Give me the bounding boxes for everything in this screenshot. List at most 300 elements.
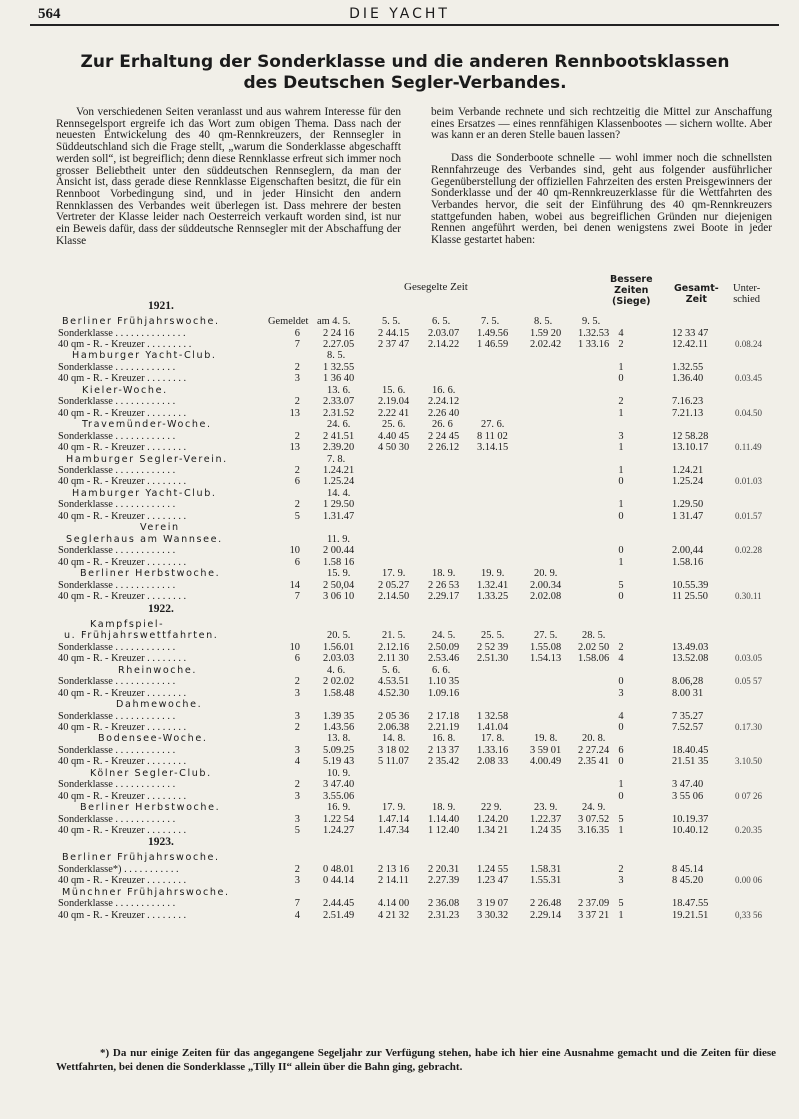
event-heading: [0, 385, 799, 397]
race-time: 2 05 36: [378, 710, 410, 722]
race-time: 4.52.30: [378, 687, 410, 699]
race-time: 2.14.50: [378, 591, 410, 603]
race-time: 2.02 50: [578, 641, 610, 653]
race-date: 5. 6.: [382, 664, 401, 676]
table-row: [0, 511, 799, 522]
better-times-count: 0: [618, 790, 624, 802]
entries-count: 3: [294, 744, 300, 756]
entries-count: 5: [294, 510, 300, 522]
time-difference: 0.20.35: [735, 825, 762, 836]
race-time: 8 11 02: [477, 430, 508, 442]
class-label: Sonderklasse . . . . . . . . . . . .: [58, 545, 176, 557]
event-heading: [0, 419, 799, 431]
better-times-count: 0: [618, 676, 624, 688]
race-date: 22 9.: [481, 802, 502, 814]
table-row: [0, 373, 799, 384]
race-time: 3 37 21: [578, 909, 610, 921]
event-heading: [0, 852, 799, 864]
year-label: 1921.: [148, 300, 174, 312]
race-time: 1.41.04: [477, 721, 509, 733]
total-time: 7.52.57: [672, 721, 704, 733]
total-time: 10.55.39: [672, 579, 709, 591]
better-times-count: 2: [618, 641, 624, 653]
time-difference: 0.17.30: [735, 721, 762, 732]
event-name: Bodensee-Woche.: [98, 733, 208, 745]
race-time: 1 12.40: [428, 825, 460, 837]
race-time: 2 26 53: [428, 579, 460, 591]
race-date: 17. 8.: [481, 733, 505, 745]
better-times-count: 1: [618, 825, 624, 837]
race-date: 26. 6: [432, 419, 453, 431]
time-difference: 0.05 57: [735, 676, 762, 687]
better-times-count: 1: [618, 361, 624, 373]
event-name: Travemünder-Woche.: [82, 419, 212, 431]
race-date: 24. 6.: [327, 419, 351, 431]
event-heading: [0, 534, 799, 546]
event-name: Berliner Frühjahrswoche.: [62, 316, 220, 327]
event-name: Berliner Frühjahrswoche.: [62, 852, 220, 864]
race-time: 4.53.51: [378, 676, 410, 688]
better-times-count: 5: [618, 898, 624, 910]
race-time: 4.14 00: [378, 898, 410, 910]
race-date: 15. 6.: [382, 384, 406, 396]
total-time: 8 45.14: [672, 864, 704, 876]
race-time: 1.49.56: [477, 327, 509, 339]
running-title: DIE YACHT: [349, 6, 450, 22]
race-time: 2.29.14: [530, 909, 562, 921]
year-label: 1922.: [148, 602, 174, 615]
class-label: Sonderklasse . . . . . . . . . . . . . .: [58, 327, 186, 339]
race-time: 3 47.40: [323, 779, 355, 791]
table-row: [0, 711, 799, 722]
race-time: 1 32.55: [323, 361, 355, 373]
race-time: 1.33.16: [477, 744, 509, 756]
better-times-count: 5: [618, 579, 624, 591]
total-time: 3 47.40: [672, 779, 704, 791]
better-times-count: 2: [618, 338, 624, 350]
event-heading: [0, 316, 799, 328]
race-date: 11. 9.: [327, 533, 350, 545]
race-time: 2.26 40: [428, 407, 460, 419]
race-date: 6. 6.: [432, 664, 451, 676]
entries-count: 5: [294, 825, 300, 837]
race-time: 1.33.25: [477, 591, 509, 603]
race-date: 16. 6.: [432, 384, 456, 396]
header-rule: [30, 24, 779, 26]
total-time: 1.24.21: [672, 465, 704, 477]
race-time: 2.53.46: [428, 653, 460, 665]
table-row: [0, 814, 799, 825]
time-difference: 0.08.24: [735, 338, 762, 349]
total-time: 1.29.50: [672, 499, 704, 511]
race-time: 1.56.01: [323, 641, 355, 653]
entries-count: 6: [294, 653, 300, 665]
race-time: 2.02.08: [530, 591, 562, 603]
race-time: 2 52 39: [477, 641, 509, 653]
race-time: 1.55.08: [530, 641, 562, 653]
table-row: [0, 756, 799, 767]
event-name: Berliner Herbstwoche.: [80, 568, 221, 580]
header-gesegelte-zeit: Gesegelte Zeit: [404, 281, 468, 293]
entries-count: 6: [294, 327, 300, 339]
class-label: 40 qm - R. - Kreuzer . . . . . . . .: [58, 875, 187, 887]
better-times-count: 4: [618, 653, 624, 665]
event-heading: [0, 699, 799, 711]
table-row: [0, 339, 799, 350]
race-time: 2.19.04: [378, 396, 410, 408]
race-time: 2.03.03: [323, 653, 355, 665]
race-time: 2.22 41: [378, 407, 410, 419]
entries-count: 6: [294, 476, 300, 488]
table-row: [0, 408, 799, 419]
class-label: Sonderklasse . . . . . . . . . . . .: [58, 361, 176, 373]
entries-count: 10: [289, 641, 300, 653]
class-label: 40 qm - R. - Kreuzer . . . . . . . .: [58, 825, 187, 837]
race-time: 2 02.02: [323, 676, 355, 688]
total-time: 1.25.24: [672, 476, 704, 488]
event-heading: [0, 568, 799, 580]
class-label: Sonderklasse . . . . . . . . . . . .: [58, 579, 176, 591]
race-date: 7. 5.: [481, 316, 500, 327]
race-time: 1.43.56: [323, 721, 355, 733]
race-time: 1.59 20: [530, 327, 562, 339]
race-time: 2 27.24: [578, 744, 610, 756]
race-date: 28. 5.: [582, 630, 606, 642]
race-time: 2.31.23: [428, 909, 460, 921]
race-time: 2 37.09: [578, 898, 610, 910]
race-time: 2.27.05: [323, 338, 355, 350]
race-time: 2 00.44: [323, 545, 355, 557]
article-title: [30, 52, 780, 94]
time-difference: 0.03.05: [735, 653, 762, 664]
race-time: 1.54.13: [530, 653, 562, 665]
race-time: 5.19 43: [323, 756, 355, 768]
time-difference: 0.02.28: [735, 545, 762, 556]
event-name: Hamburger Segler-Verein.: [66, 453, 228, 465]
race-time: 1.10 35: [428, 676, 460, 688]
better-times-count: 0: [618, 510, 624, 522]
table-row: [0, 545, 799, 556]
race-time: 1.58.31: [530, 864, 562, 876]
entries-count: 2: [294, 864, 300, 876]
race-time: 1.24 35: [530, 825, 562, 837]
total-time: 8 45.20: [672, 875, 704, 887]
race-time: 2.00.34: [530, 579, 562, 591]
race-time: 2.39.20: [323, 442, 355, 454]
entries-count: 13: [289, 407, 300, 419]
total-time: 12 58.28: [672, 430, 709, 442]
race-time: 1.55.31: [530, 875, 562, 887]
intro-paragraph: Von verschiedenen Seiten veranlasst und aus wahrem Interesse für den Rennsegelsport ergreife ich das Wort zum obigen Thema. Dass nach der neuesten Entwickelung des 40 qm-Rennkreuzers, der Rennsegler in Süddeutschland sich die Frage stellt, „warum die Sonderklasse abgeschafft werden soll“, ist begreiflich; denn diese Rennklasse erfreut sich immer noch grosser Beliebtheit unter den süddeutschen Rennseglern, da man der Ansicht ist, dass gerade diese Rennklasse Eigenschaften besitzt, die für ein Rennboot Vorbedingung sind, und in jeder Hinsicht den andern Rennklassen des Verbandes weit überlegen ist. Dass mehrere der besten Vertreter der Klasse leider nach Oesterreich verkauft worden sind, ist nur ein Beweis dafür, dass der süddeutsche Rennsegler mit der Abschaffung der Klasse: [56, 106, 401, 247]
better-times-count: 1: [618, 465, 624, 477]
better-times-count: 1: [618, 442, 624, 454]
table-row: [0, 875, 799, 886]
event-heading: [0, 768, 799, 780]
race-time: 2.02.42: [530, 338, 562, 350]
better-times-count: 0: [618, 591, 624, 603]
article-title-line-1: Zur Erhaltung der Sonderklasse und die anderen Rennbootsklassen: [80, 52, 730, 72]
race-time: 1 46.59: [477, 338, 509, 350]
total-time: 10.40.12: [672, 825, 709, 837]
total-time: 3 55 06: [672, 790, 704, 802]
race-time: 1.14.40: [428, 813, 460, 825]
event-heading: [0, 488, 799, 500]
total-time: 13.52.08: [672, 653, 709, 665]
race-time: 2.14.22: [428, 338, 460, 350]
better-times-count: 0: [618, 721, 624, 733]
race-time: 2 13 16: [378, 864, 410, 876]
race-date: 18. 9.: [432, 802, 456, 814]
better-times-count: 0: [618, 373, 624, 385]
better-times-count: 4: [618, 710, 624, 722]
better-times-count: 6: [618, 744, 624, 756]
class-label: Sonderklasse . . . . . . . . . . . .: [58, 499, 176, 511]
event-heading: [0, 630, 799, 642]
entries-count: 2: [294, 396, 300, 408]
better-times-count: 1: [618, 909, 624, 921]
race-date: 9. 5.: [582, 316, 601, 327]
better-times-count: 2: [618, 396, 624, 408]
table-row: [0, 499, 799, 510]
class-label: Sonderklasse . . . . . . . . . . . .: [58, 641, 176, 653]
total-time: 8.06,28: [672, 676, 704, 688]
race-time: 2 14.11: [378, 875, 409, 887]
race-date: 16. 9.: [327, 802, 351, 814]
race-time: 1.39 35: [323, 710, 355, 722]
time-difference: 0.01.03: [735, 476, 762, 487]
race-time: 2.27.39: [428, 875, 460, 887]
race-time: 3.16.35: [578, 825, 610, 837]
table-row: [0, 591, 799, 602]
entries-count: 3: [294, 710, 300, 722]
race-date: 8. 5.: [327, 350, 346, 362]
event-name: Rheinwoche.: [118, 664, 198, 676]
event-name: Münchner Frühjahrswoche.: [62, 886, 230, 898]
total-time: 7.16.23: [672, 396, 704, 408]
race-time: 1.24.21: [323, 465, 355, 477]
event-name: Kieler-Woche.: [82, 384, 168, 396]
time-difference: 0.01.57: [735, 510, 762, 521]
table-row: [0, 864, 799, 875]
race-time: 1 32.58: [477, 710, 509, 722]
race-time: 4.40 45: [378, 430, 410, 442]
class-label: 40 qm - R. - Kreuzer . . . . . . . .: [58, 591, 187, 603]
time-difference: 0 07 26: [735, 790, 762, 801]
table-row: [0, 779, 799, 790]
table-row: [0, 431, 799, 442]
race-date: am 4. 5.: [317, 316, 351, 327]
race-time: 1.34 21: [477, 825, 509, 837]
year-heading: [0, 603, 799, 619]
table-row: [0, 910, 799, 921]
race-date: 6. 5.: [432, 316, 451, 327]
race-date: 16. 8.: [432, 733, 456, 745]
race-time: 2.29.17: [428, 591, 460, 603]
entries-count: 2: [294, 361, 300, 373]
race-time: 5.09.25: [323, 744, 355, 756]
header-gesamt-zeit: Gesamt- Zeit: [674, 283, 719, 305]
event-heading: [0, 619, 799, 631]
better-times-count: 0: [618, 476, 624, 488]
class-label: Sonderklasse . . . . . . . . . . . .: [58, 430, 176, 442]
race-time: 1.22 54: [323, 813, 355, 825]
better-times-count: 2: [618, 864, 624, 876]
entries-count: 2: [294, 779, 300, 791]
entries-count: 7: [294, 898, 300, 910]
entries-count: 3: [294, 875, 300, 887]
better-times-count: 1: [618, 499, 624, 511]
race-time: 1.58.06: [578, 653, 610, 665]
better-times-count: 3: [618, 687, 624, 699]
race-time: 2.44.45: [323, 898, 355, 910]
year-heading: [0, 300, 799, 316]
event-name: Seglerhaus am Wannsee.: [66, 533, 223, 545]
class-label: 40 qm - R. - Kreuzer . . . . . . . .: [58, 476, 187, 488]
class-label: Sonderklasse . . . . . . . . . . . .: [58, 744, 176, 756]
race-time: 0 48.01: [323, 864, 355, 876]
class-label: 40 qm - R. - Kreuzer . . . . . . . .: [58, 756, 187, 768]
total-time: 1.32.55: [672, 361, 704, 373]
total-time: 18.47.55: [672, 898, 709, 910]
intro-paragraph: Dass die Sonderboote schnelle — wohl immer noch die schnellsten Rennfahrzeuge des Verbandes sind, geht aus folgender ausführlicher Gegenüberstellung der offiziellen Fahrzeiten des ersten Preisgewinners der Sonderklasse und der 40 qm-Rennkreuzerklasse für die Wettfahrten des Verbandes hervor, die seit der Einführung des 40 qm-Rennkreuzers stattgefunden haben, wobei aus begreiflichen Gründen nur diejenigen Rennen angeführt werden, bei denen wenigstens zwei Boote in jeder Klasse gestartet haben:: [431, 152, 772, 247]
total-time: 2.00,44: [672, 545, 704, 557]
event-heading: [0, 802, 799, 814]
race-time: 4 50 30: [378, 442, 410, 454]
race-date: 23. 9.: [534, 802, 558, 814]
class-label: 40 qm - R. - Kreuzer . . . . . . . . .: [58, 338, 192, 350]
class-label: Sonderklasse . . . . . . . . . . . .: [58, 396, 176, 408]
race-time: 2 44.15: [378, 327, 410, 339]
race-time: 3 19 07: [477, 898, 509, 910]
race-time: 3 06 10: [323, 591, 355, 603]
table-row: [0, 580, 799, 591]
total-time: 13.49.03: [672, 641, 709, 653]
total-time: 21.51 35: [672, 756, 709, 768]
total-time: 19.21.51: [672, 909, 709, 921]
race-time: 1.24.20: [477, 813, 509, 825]
better-times-count: 1: [618, 407, 624, 419]
better-times-count: 0: [618, 756, 624, 768]
race-time: 1.32.53: [578, 327, 610, 339]
total-time: 1.58.16: [672, 556, 704, 568]
column-header-gemeldet: Gemeldet: [268, 316, 309, 327]
class-label: 40 qm - R. - Kreuzer . . . . . . . .: [58, 442, 187, 454]
race-time: 2.03.07: [428, 327, 460, 339]
page-header: [0, 0, 799, 26]
race-time: 2 26.12: [428, 442, 460, 454]
time-difference: 0.11.49: [735, 442, 762, 453]
race-time: 1.23 47: [477, 875, 509, 887]
race-time: 2 24 16: [323, 327, 355, 339]
event-name: Verein: [140, 522, 180, 534]
race-time: 2.31.52: [323, 407, 355, 419]
entries-count: 4: [294, 909, 300, 921]
time-difference: 0.30.11: [735, 591, 762, 602]
race-time: 1 29.50: [323, 499, 355, 511]
race-time: 1.47.34: [378, 825, 410, 837]
race-time: 2 35.42: [428, 756, 460, 768]
better-times-count: 1: [618, 556, 624, 568]
table-row: [0, 442, 799, 453]
footnote: *) Da nur einige Zeiten für das angegangene Segeljahr zur Verfügung stehen, habe ich hier eine Ausnahme gemacht und die Zeiten für diese Wettfahrten, bei denen die Sonderklasse „Tilly II“ allein über die Bahn ging, gebracht.: [56, 1047, 776, 1073]
table-row: [0, 328, 799, 339]
race-date: 20. 9.: [534, 568, 558, 580]
time-difference: 0.00 06: [735, 875, 762, 886]
race-time: 2.24.12: [428, 396, 460, 408]
race-time: 3 30.32: [477, 909, 509, 921]
entries-count: 2: [294, 721, 300, 733]
table-row: [0, 676, 799, 687]
event-heading: [0, 733, 799, 745]
race-date: 27. 5.: [534, 630, 558, 642]
event-name: Kampfspiel-: [90, 618, 165, 630]
class-label: Sonderklasse*) . . . . . . . . . . .: [58, 864, 179, 876]
entries-count: 2: [294, 676, 300, 688]
entries-count: 2: [294, 430, 300, 442]
race-date: 19. 8.: [534, 733, 558, 745]
race-time: 4.00.49: [530, 756, 562, 768]
entries-count: 3: [294, 813, 300, 825]
page-number: 564: [38, 6, 61, 22]
race-time: 1.58 16: [323, 556, 355, 568]
race-date: 25. 5.: [481, 630, 505, 642]
race-date: 19. 9.: [481, 568, 505, 580]
time-difference: 0.03.45: [735, 373, 762, 384]
race-time: 2 05.27: [378, 579, 410, 591]
race-time: 1.31.47: [323, 510, 355, 522]
entries-count: 6: [294, 556, 300, 568]
total-time: 8.00 31: [672, 687, 704, 699]
table-row: [0, 465, 799, 476]
header-bessere-zeiten: Bessere Zeiten (Siege): [610, 274, 653, 307]
race-time: 2.50.09: [428, 641, 460, 653]
year-label: 1923.: [148, 836, 174, 849]
event-name: u. Frühjahrswettfahrten.: [64, 630, 219, 642]
race-time: 2 20.31: [428, 864, 460, 876]
race-date: 4. 6.: [327, 664, 346, 676]
time-difference: 3.10.50: [735, 756, 762, 767]
race-time: 2 17.18: [428, 710, 460, 722]
race-time: 2 13 37: [428, 744, 460, 756]
article-title-line-2: des Deutschen Segler-Verbandes.: [243, 73, 567, 93]
class-label: 40 qm - R. - Kreuzer . . . . . . . .: [58, 510, 187, 522]
entries-count: 7: [294, 591, 300, 603]
intro-paragraph: beim Verbande rechnete und sich rechtzeitig die Mittel zur Anschaffung eines Ersatzes — eines rennfähigen Klassenbootes — sichern wollte. Aber was kann er an deren Stelle bauen lassen?: [431, 106, 772, 142]
class-label: Sonderklasse . . . . . . . . . . . .: [58, 465, 176, 477]
entries-count: 3: [294, 790, 300, 802]
race-date: 14. 8.: [382, 733, 406, 745]
event-heading: [0, 665, 799, 677]
better-times-count: 3: [618, 875, 624, 887]
year-heading: [0, 836, 799, 852]
race-date: 17. 9.: [382, 568, 406, 580]
better-times-count: 4: [618, 327, 624, 339]
table-row: [0, 825, 799, 836]
table-row: [0, 362, 799, 373]
event-heading: [0, 350, 799, 362]
table-row: [0, 653, 799, 664]
race-time: 1.24.27: [323, 825, 355, 837]
race-date: 20. 5.: [327, 630, 351, 642]
race-time: 1.25.24: [323, 476, 355, 488]
race-time: 1.32.41: [477, 579, 509, 591]
total-time: 18.40.45: [672, 744, 709, 756]
race-time: 1 36 40: [323, 373, 355, 385]
race-time: 1.22.37: [530, 813, 562, 825]
table-row: [0, 642, 799, 653]
results-table: [0, 300, 799, 921]
race-time: 2.33.07: [323, 396, 355, 408]
